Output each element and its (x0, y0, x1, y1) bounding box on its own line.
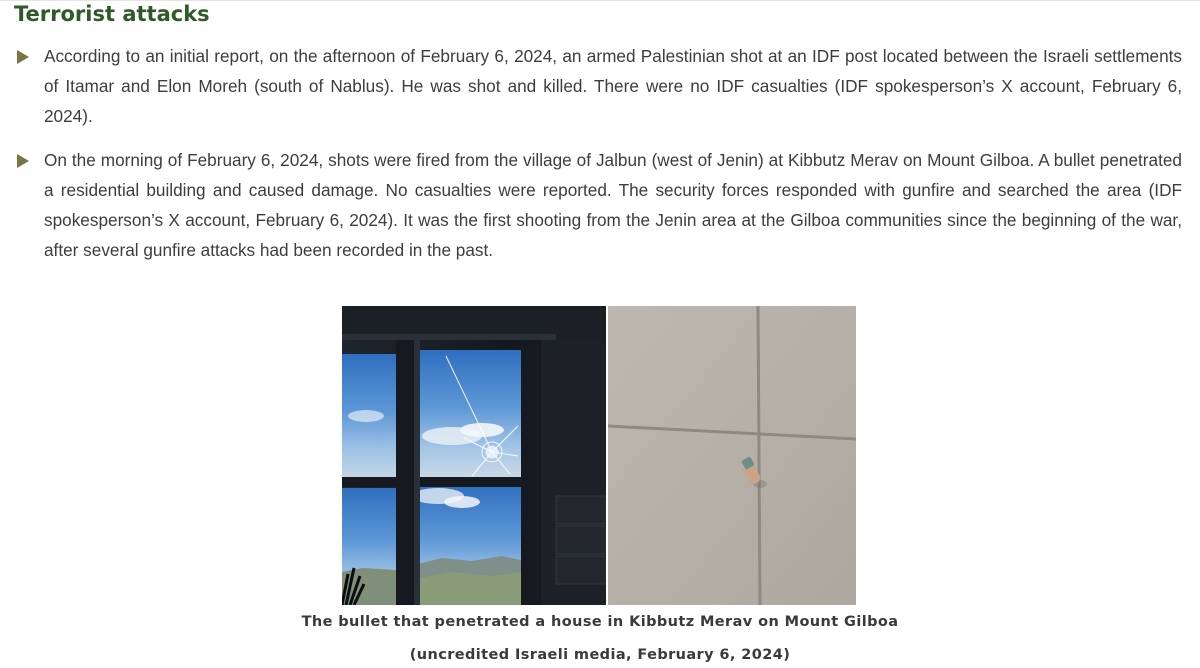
bullet-text: On the morning of February 6, 2024, shots were fired from the village of Jalbun (west of Jenin) at Kibbutz Merav on Mount Gilboa. A bullet penetrated a residential building and caused damage. No casualties were reported. The security forces responded with gunfire and searched the area (IDF spokesperson’s X account, February 6, 2024). It was the first shooting from the Jenin area at the Gilboa communities since the beginning of the war, after several gunfire attacks had been recorded in the past. (44, 150, 1182, 260)
bullet-floor-photo (608, 306, 856, 605)
triangle-right-icon (17, 154, 29, 168)
figure (342, 306, 856, 605)
window-illustration (342, 306, 606, 605)
figure-caption: The bullet that penetrated a house in Kibbutz Merav on Mount Gilboa (301, 614, 899, 630)
floor-illustration (608, 306, 856, 605)
window-photo (342, 306, 606, 605)
list-item (0, 145, 1200, 265)
list-item (0, 41, 1200, 131)
bullet-list (0, 41, 1200, 265)
section-title: Terrorist attacks (14, 2, 210, 26)
triangle-right-icon (17, 50, 29, 64)
figure-credit: (uncredited Israeli media, February 6, 2024) (409, 647, 791, 663)
bullet-text: According to an initial report, on the afternoon of February 6, 2024, an armed Palestinian shot at an IDF post located between the Israeli settlements of Itamar and Elon Moreh (south of Nablus). He was shot and killed. There were no IDF casualties (IDF spokesperson’s X account, February 6, 2024). (44, 46, 1182, 126)
